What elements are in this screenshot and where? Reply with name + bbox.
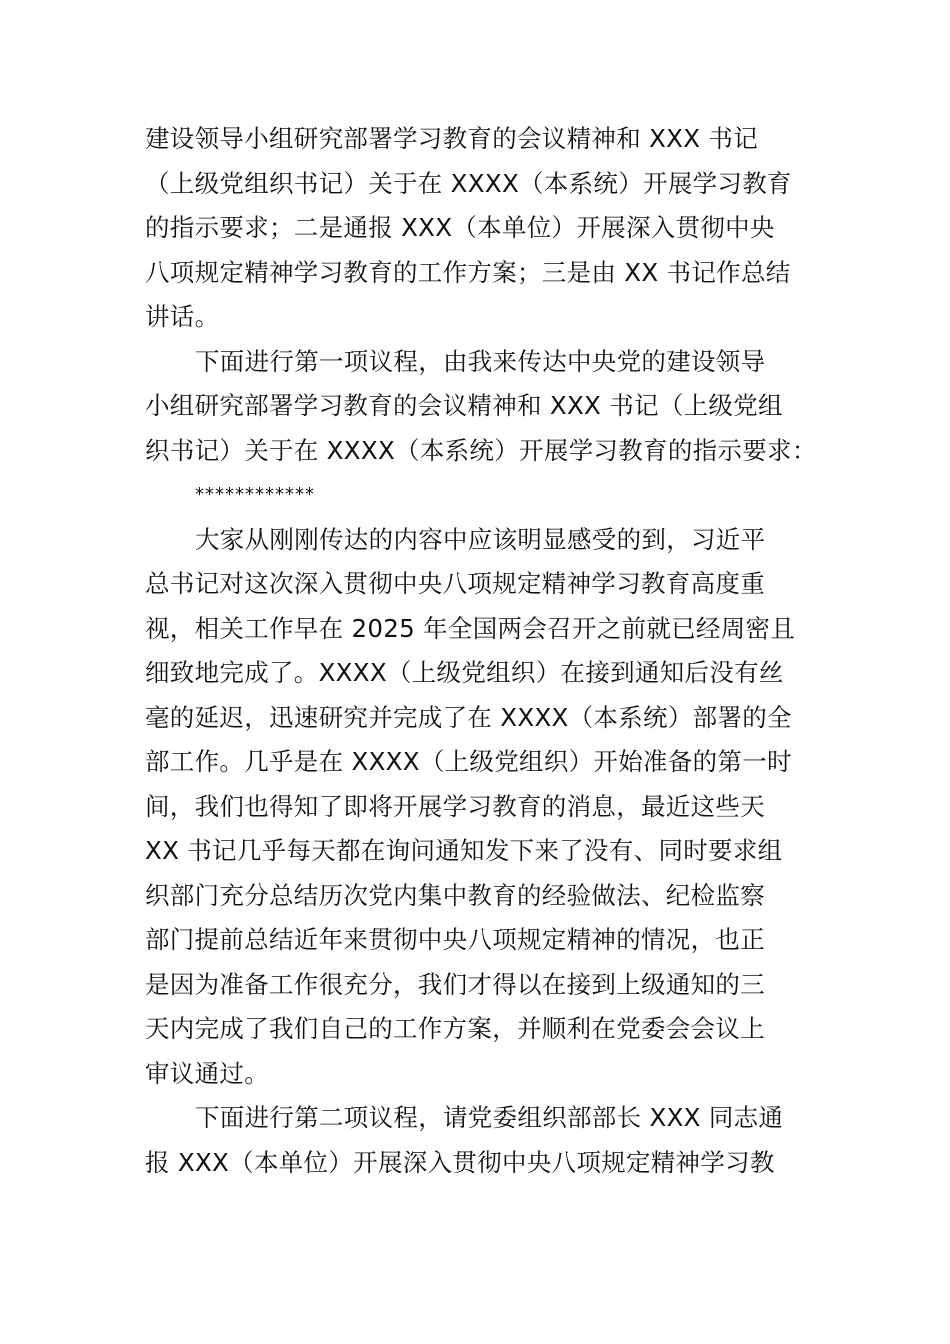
paragraph-first-line: 下面进行第一项议程，由我来传达中央党的建设领导 bbox=[195, 346, 766, 376]
text-line: XX 书记几乎每天都在询问通知发下来了没有、同时要求组 bbox=[145, 836, 783, 865]
placeholder-asterisks: ************ bbox=[195, 484, 315, 505]
text-line: 间，我们也得知了即将开展学习教育的消息，最近这些天 bbox=[145, 791, 765, 821]
text-line: 织书记）关于在 XXXX（本系统）开展学习教育的指示要求： bbox=[145, 435, 817, 465]
text-line: 的指示要求；二是通报 XXX（本单位）开展深入贯彻中央 bbox=[145, 213, 775, 242]
text-line: 细致地完成了。XXXX（上级党组织）在接到通知后没有丝 bbox=[145, 658, 784, 687]
text-line: 部门提前总结近年来贯彻中央八项规定精神的情况，也正 bbox=[145, 925, 765, 954]
text-line: 织部门充分总结历次党内集中教育的经验做法、纪检监察 bbox=[145, 880, 765, 910]
text-line: 毫的延迟，迅速研究并完成了在 XXXX（本系统）部署的全 bbox=[145, 702, 792, 732]
text-line: 总书记对这次深入贯彻中央八项规定精神学习教育高度重 bbox=[145, 569, 765, 598]
text-line: 报 XXX（本单位）开展深入贯彻中央八项规定精神学习教 bbox=[145, 1147, 775, 1177]
paragraph-first-line: 大家从刚刚传达的内容中应该明显感受的到，习近平 bbox=[195, 524, 766, 554]
paragraph-first-line: 下面进行第二项议程，请党委组织部部长 XXX 同志通 bbox=[195, 1103, 784, 1132]
text-line: 是因为准备工作很充分，我们才得以在接到上级通知的三 bbox=[145, 969, 765, 999]
text-line: （上级党组织书记）关于在 XXXX（本系统）开展学习教育 bbox=[145, 168, 792, 198]
text-line: 视，相关工作早在 2025 年全国两会召开之前就已经周密且 bbox=[145, 613, 796, 643]
document-body bbox=[145, 117, 817, 1185]
text-line: 建设领导小组研究部署学习教育的会议精神和 XXX 书记 bbox=[145, 124, 759, 153]
text-line: 部工作。几乎是在 XXXX（上级党组织）开始准备的第一时 bbox=[145, 747, 792, 776]
text-line: 八项规定精神学习教育的工作方案；三是由 XX 书记作总结 bbox=[145, 257, 791, 287]
text-line: 讲话。 bbox=[145, 302, 220, 331]
text-line: 审议通过。 bbox=[145, 1058, 269, 1088]
text-line: 小组研究部署学习教育的会议精神和 XXX 书记（上级党组 bbox=[145, 391, 783, 420]
text-line: 天内完成了我们自己的工作方案，并顺利在党委会会议上 bbox=[145, 1014, 765, 1043]
